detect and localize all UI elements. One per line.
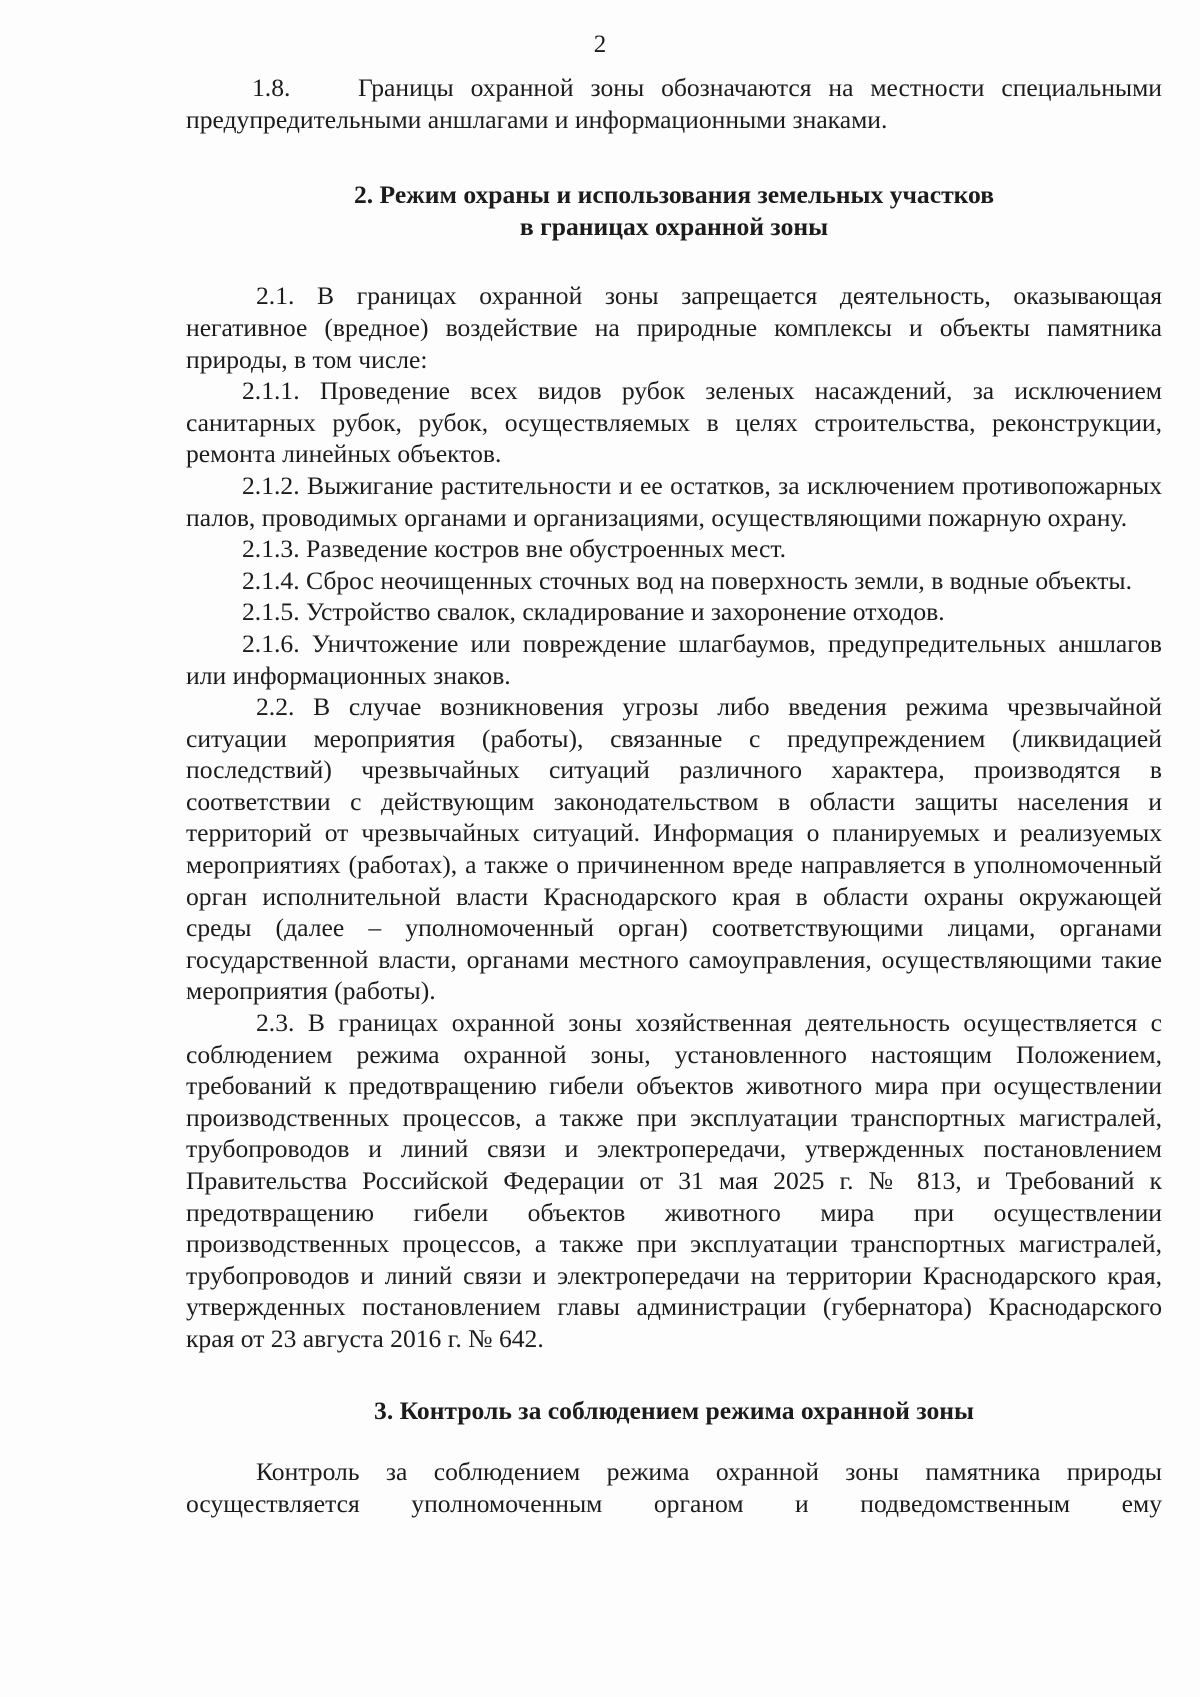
section-3-title: 3. Контроль за соблюдением режима охранной зоны <box>374 1395 974 1425</box>
section-2-title-line-2: в границах охранной зоны <box>519 211 829 241</box>
paragraph-2-1: 2.1. В границах охранной зоны запрещается деятельность, оказывающая негативное (вредное) воздействие на природные комплексы и объекты памятника природы, в том числе: <box>186 281 1162 374</box>
spacer <box>186 1355 1162 1395</box>
spacer <box>186 242 1162 280</box>
paragraph-2-3: 2.3. В границах охранной зоны хозяйственная деятельность осуществляется с соблюдением режима охранной зоны, установленного настоящим Положением, требований к предотвращению гибели объектов животного мира при осуществлении производственных процессов, а также при эксплуатации транспортных магистралей, трубопроводов и линий связи и электропередачи, утвержденных постановлением Правительства Российской Федерации от 31 мая 2025 г. № 813, и Требований к предотвращению гибели объектов животного мира при осуществлении производственных процессов, а также при эксплуатации транспортных магистралей, трубопроводов и линий связи и электропередачи на территории Краснодарского края, утвержденных постановлением главы администрации (губернатора) Краснодарского края от 23 августа 2016 г. № 642. <box>186 1008 1162 1353</box>
page-number: 2 <box>593 31 607 58</box>
spacer <box>186 1426 1162 1456</box>
paragraph-2-1-1: 2.1.1. Проведение всех видов рубок зеленых насаждений, за исключением санитарных рубок, рубок, осуществляемых в целях строительства, реконструкции, ремонта линейных объектов. <box>186 376 1162 469</box>
paragraph-2-1-3: 2.1.3. Разведение костров вне обустроенных мест. <box>242 534 786 564</box>
section-2-title-line-1: 2. Режим охраны и использования земельных участков <box>353 180 995 210</box>
paragraph-2-1-6: 2.1.6. Уничтожение или повреждение шлагбаумов, предупредительных аншлагов или информационных знаков. <box>186 628 1162 690</box>
paragraph-1-8-number: 1.8. <box>252 73 291 102</box>
paragraph-2-2: 2.2. В случае возникновения угрозы либо введения режима чрезвычайной ситуации мероприятия (работы), связанные с предупреждением (ликвидацией последствий) чрезвычайных ситуаций различного характера, производятся в соответствии с действующим законодательством в области защиты населения и территорий от чрезвычайных ситуаций. Информация о планируемых и реализуемых мероприятиях (работах), а также о причиненном вреде направляется в уполномоченный орган исполнительной власти Краснодарского края в области охраны окружающей среды (далее – уполномоченный орган) соответствующими лицами, органами государственной власти, органами местного самоуправления, осуществляющими такие мероприятия (работы). <box>186 692 1162 1006</box>
document-body <box>186 72 1162 1519</box>
paragraph-1-8-text: Границы охранной зоны обозначаются на местности специальными предупредительными аншлагами и информационными знаками. <box>186 73 1162 134</box>
spacer <box>186 135 1162 179</box>
paragraph-1-8 <box>186 72 1162 135</box>
paragraph-2-1-5: 2.1.5. Устройство свалок, складирование и захоронение отходов. <box>242 597 945 627</box>
paragraph-2-1-4: 2.1.4. Сброс неочищенных сточных вод на поверхность земли, в водные объекты. <box>242 565 1132 595</box>
paragraph-3: Контроль за соблюдением режима охранной зоны памятника природы осуществляется уполномоченным органом и подведомственным ему <box>186 1457 1162 1518</box>
paragraph-2-1-2: 2.1.2. Выжигание растительности и ее остатков, за исключением противопожарных палов, проводимых органами и организациями, осуществляющими пожарную охрану. <box>186 470 1162 532</box>
